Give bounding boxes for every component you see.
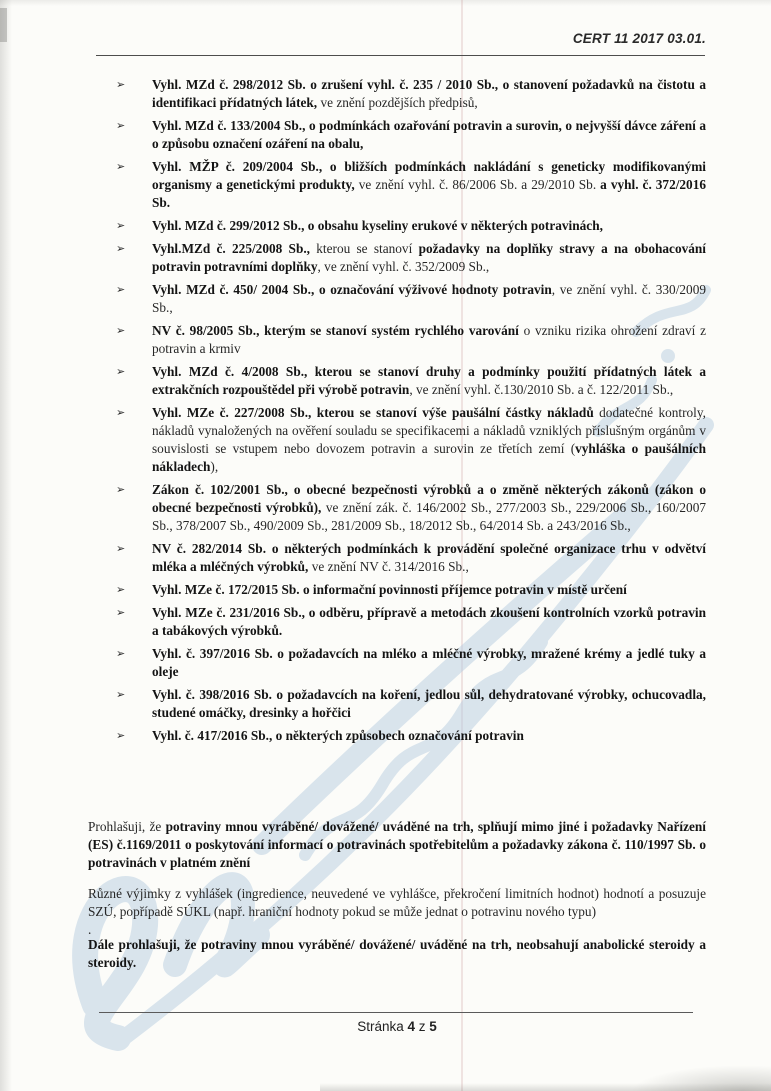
regulation-item bbox=[88, 117, 706, 153]
text-segment-bold: Vyhl. MŽP č. 209/2004 Sb., o bližších podmínkách nakládání s geneticky modifikovanými organismy a genetickými produkty, bbox=[152, 159, 706, 192]
footer-total-pages: 5 bbox=[429, 1019, 437, 1034]
regulation-text bbox=[152, 405, 706, 474]
regulation-item bbox=[88, 240, 706, 276]
regulation-list bbox=[88, 76, 706, 750]
arrow-bullet-icon: ➢ bbox=[116, 324, 126, 337]
footer-rule bbox=[99, 1012, 693, 1013]
text-segment-bold: Vyhl. MZe č. 227/2008 Sb., kterou se stanoví výše paušální částky nákladů bbox=[152, 405, 600, 420]
text-segment-bold: a vyhl. č. 372/2016 Sb. bbox=[152, 177, 707, 210]
text-segment-bold: vyhláška o paušálních nákladech bbox=[152, 441, 706, 474]
arrow-bullet-icon: ➢ bbox=[116, 365, 126, 378]
regulation-item bbox=[88, 727, 706, 745]
regulation-item bbox=[88, 363, 706, 399]
arrow-bullet-icon: ➢ bbox=[116, 283, 126, 296]
regulation-text bbox=[152, 323, 706, 356]
text-segment-bold: Dále prohlašuji, že potraviny mnou vyráběné/ dovážené/ uváděné na trh, neobsahují anabolické steroidy a steroidy. bbox=[88, 937, 706, 971]
arrow-bullet-icon: ➢ bbox=[116, 242, 126, 255]
declaration-no-steroids bbox=[88, 936, 706, 972]
regulation-item bbox=[88, 645, 706, 681]
regulation-item bbox=[88, 158, 706, 212]
header-rule bbox=[96, 55, 705, 56]
exceptions-note bbox=[88, 885, 706, 921]
arrow-bullet-icon: ➢ bbox=[116, 688, 126, 701]
text-segment-bold: Zákon č. 102/2001 Sb., o obecné bezpečnosti výrobků a o změně některých zákonů (zákon o obecné bezpečnosti výrobků), bbox=[152, 482, 706, 515]
text-segment-bold: NV č. 98/2005 Sb., kterým se stanoví systém rychlého varování bbox=[152, 323, 524, 338]
regulation-item bbox=[88, 481, 706, 535]
scan-corner-mark bbox=[0, 8, 7, 42]
text-segment-bold: Vyhl. MZd č. 133/2004 Sb., o podmínkách ozařování potravin a surovin, o nejvyšší dávce záření a o způsobu označení ozáření na obalu, bbox=[152, 118, 706, 151]
declaration-foods-compliance bbox=[88, 818, 706, 873]
regulation-text bbox=[152, 605, 706, 638]
text-segment: kterou se stanoví bbox=[316, 241, 419, 256]
arrow-bullet-icon: ➢ bbox=[116, 160, 126, 173]
text-segment-bold: Vyhl.MZd č. 225/2008 Sb., bbox=[152, 241, 317, 256]
stray-dot bbox=[88, 923, 706, 936]
text-segment-bold: Vyhl. MZd č. 299/2012 Sb., o obsahu kyseliny erukové v některých potravinách, bbox=[152, 218, 603, 233]
text-segment-bold: Vyhl. č. 398/2016 Sb. o požadavcích na koření, jedlou sůl, dehydratované výrobky, ochucovadla, studené omáčky, dresinky a hořčici bbox=[152, 687, 706, 720]
regulation-item bbox=[88, 581, 706, 599]
regulation-text bbox=[152, 364, 706, 397]
regulation-text bbox=[152, 541, 706, 574]
text-segment-bold: potraviny mnou vyráběné/ dovážené/ uváděné na trh, splňují mimo jiné i požadavky Nařízení (ES) č.1169/2011 o poskytování informací o potravinách spotřebitelům a požadavky zákona č. 110/1997 Sb. o potravinách v platném znění bbox=[88, 819, 706, 871]
regulation-text bbox=[152, 687, 706, 720]
arrow-bullet-icon: ➢ bbox=[116, 583, 126, 596]
doc-code: CERT 11 2017 03.01. bbox=[572, 31, 706, 46]
text-segment: ve znění zák. č. 146/2002 Sb., 277/2003 Sb., 229/2006 Sb., 160/2007 Sb., 378/2007 Sb., 490/2009 Sb., 281/2009 Sb., 18/2012 Sb., 64/2014 Sb. a 243/2016 Sb., bbox=[152, 500, 706, 533]
regulation-text bbox=[152, 218, 603, 233]
text-segment-bold: Vyhl. MZe č. 231/2016 Sb., o odběru, přípravě a metodách zkoušení kontrolních vzorků potravin a tabákových výrobků. bbox=[152, 605, 706, 638]
text-segment: ve znění pozdějších předpisů, bbox=[320, 95, 478, 110]
arrow-bullet-icon: ➢ bbox=[116, 406, 126, 419]
text-segment: Prohlašuji, že bbox=[88, 819, 166, 834]
text-segment-bold: Vyhl. MZd č. 298/2012 Sb. o zrušení vyhl. č. 235 / 2010 Sb., o stanovení požadavků na čistotu a identifikaci přídatných látek, bbox=[152, 77, 706, 110]
text-segment-bold: Vyhl. MZd č. 450/ 2004 Sb., o označování výživové hodnoty potravin bbox=[152, 282, 552, 297]
text-segment-bold: Vyhl. MZe č. 172/2015 Sb. o informační povinnosti příjemce potravin v místě určení bbox=[152, 582, 627, 597]
text-segment: . bbox=[88, 922, 92, 938]
scan-bottom-edge-shadow bbox=[320, 1083, 771, 1091]
scan-left-edge-shadow bbox=[0, 0, 12, 1091]
arrow-bullet-icon: ➢ bbox=[116, 219, 126, 232]
regulation-item bbox=[88, 404, 706, 476]
page-footer bbox=[88, 1019, 706, 1034]
text-segment: dodatečné kontroly, nákladů vynaložených na ověření souladu se specifikacemi a nákladů vzniklých příslušným orgánům v souvislosti se vstupem nebo dovozem potravin a surovin ze třetích zemí ( bbox=[152, 405, 706, 456]
text-segment: ), bbox=[210, 459, 219, 474]
regulation-text bbox=[152, 241, 706, 274]
arrow-bullet-icon: ➢ bbox=[116, 119, 126, 132]
text-segment-bold: NV č. 282/2014 Sb. o některých podmínkách k provádění společné organizace trhu v odvětví mléka a mléčných výrobků, bbox=[152, 541, 706, 574]
text-segment-bold: Vyhl. č. 417/2016 Sb., o některých způsobech označování potravin bbox=[152, 728, 524, 743]
text-segment: , ve znění vyhl. č. 330/2009 Sb., bbox=[152, 282, 706, 315]
arrow-bullet-icon: ➢ bbox=[116, 606, 126, 619]
arrow-bullet-icon: ➢ bbox=[116, 729, 126, 742]
regulation-item bbox=[88, 686, 706, 722]
regulation-text bbox=[152, 159, 706, 210]
arrow-bullet-icon: ➢ bbox=[116, 647, 126, 660]
regulation-item bbox=[88, 604, 706, 640]
regulation-item bbox=[88, 540, 706, 576]
regulation-item bbox=[88, 76, 706, 112]
regulation-item bbox=[88, 322, 706, 358]
arrow-bullet-icon: ➢ bbox=[116, 542, 126, 555]
scan-top-edge-shadow bbox=[0, 0, 771, 6]
text-segment: ve znění NV č. 314/2016 Sb., bbox=[311, 559, 469, 574]
regulation-text bbox=[152, 646, 706, 679]
declarations-section bbox=[88, 818, 706, 972]
regulation-text bbox=[152, 482, 706, 533]
text-segment: , ve znění vyhl. č. 352/2009 Sb., bbox=[317, 259, 490, 274]
regulation-item bbox=[88, 217, 706, 235]
regulation-text bbox=[152, 728, 524, 743]
regulation-item bbox=[88, 281, 706, 317]
text-segment: ve znění vyhl. č. 86/2006 Sb. a 29/2010 Sb. bbox=[358, 177, 601, 192]
text-segment: Různé výjimky z vyhlášek (ingredience, neuvedené ve vyhlášce, překročení limitních hodnot) hodnotí a posuzuje SZÚ, popřípadě SÚKL (např. hraniční hodnoty pokud se může jednat o potravinu nového typu) bbox=[88, 885, 706, 919]
footer-separator: z bbox=[415, 1019, 430, 1034]
document-header bbox=[88, 31, 706, 46]
text-segment: , ve znění vyhl. č.130/2010 Sb. a č. 122/2011 Sb., bbox=[409, 382, 674, 397]
arrow-bullet-icon: ➢ bbox=[116, 78, 126, 91]
regulation-text bbox=[152, 77, 706, 110]
regulation-text bbox=[152, 282, 706, 315]
regulation-text bbox=[152, 582, 627, 597]
text-segment-bold: Vyhl. MZd č. 4/2008 Sb., kterou se stanoví druhy a podmínky použití přídatných látek a extrakčních rozpouštědel při výrobě potravin bbox=[152, 364, 706, 397]
footer-label-prefix: Stránka bbox=[357, 1019, 408, 1034]
arrow-bullet-icon: ➢ bbox=[116, 483, 126, 496]
text-segment: o vzniku rizika ohrožení zdraví z potravin a krmiv bbox=[152, 323, 707, 356]
text-segment-bold: požadavky na doplňky stravy a na obohacování potravin potravními doplňky bbox=[152, 241, 706, 274]
footer-page-number: 4 bbox=[407, 1019, 415, 1034]
text-segment-bold: Vyhl. č. 397/2016 Sb. o požadavcích na mléko a mléčné výrobky, mražené krémy a jedlé tuky a oleje bbox=[152, 646, 706, 679]
regulation-text bbox=[152, 118, 706, 151]
